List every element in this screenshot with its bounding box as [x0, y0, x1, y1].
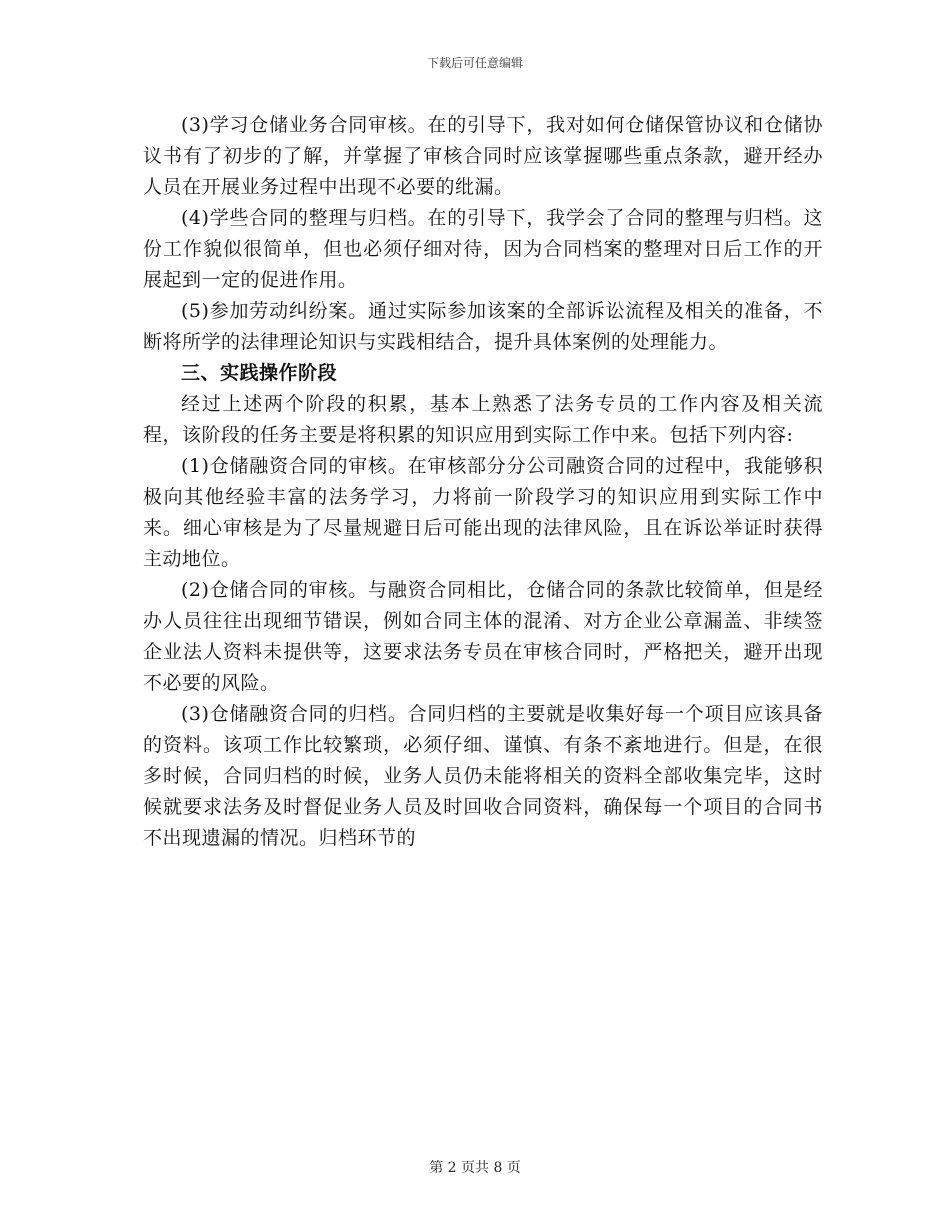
- paragraph-financing-contract-review: (1)仓储融资合同的审核。在审核部分分公司融资合同的过程中，我能够积极向其他经验丰富的法务学习，力将前一阶段学习的知识应用到实际工作中来。细心审核是为了尽量规避日后可能出现的法律风险，且在诉讼举证时获得主动地位。: [143, 455, 823, 570]
- paragraph-storage-contract-review: (2)仓储合同的审核。与融资合同相比，仓储合同的条款比较简单，但是经办人员往往出现细节错误，例如合同主体的混淆、对方企业公章漏盖、非续签企业法人资料未提供等，这要求法务专员在审核合同时，严格把关，避开出现不必要的风险。: [143, 579, 823, 694]
- paragraph-labor-dispute: (5)参加劳动纠纷案。通过实际参加该案的全部诉讼流程及相关的准备，不断将所学的法律理论知识与实践相结合，提升具体案例的处理能力。: [143, 300, 823, 353]
- section-heading-practice-stage: 三、实践操作阶段: [181, 362, 338, 384]
- paragraph-financing-contract-archiving: (3)仓储融资合同的归档。合同归档的主要就是收集好每一个项目应该具备的资料。该项工作比较繁琐，必须仔细、谨慎、有条不紊地进行。但是，在很多时候，合同归档的时候，业务人员仍未能将相关的资料全部收集完毕，这时候就要求法务及时督促业务人员及时回收合同资料，确保每一个项目的合同书不出现遗漏的情况。归档环节的: [143, 703, 823, 849]
- page-header: 下载后可任意编辑: [426, 56, 523, 70]
- page-number: 第 2 页共 8 页: [429, 1160, 521, 1176]
- paragraph-practice-intro: 经过上述两个阶段的积累，基本上熟悉了法务专员的工作内容及相关流程，该阶段的任务主要是将积累的知识应用到实际工作中来。包括下列内容:: [143, 393, 823, 446]
- document-body: [143, 110, 823, 854]
- paragraph-contract-archiving-learning: (4)学些合同的整理与归档。在的引导下，我学会了合同的整理与归档。这份工作貌似很简单，但也必须仔细对待，因为合同档案的整理对日后工作的开展起到一定的促进作用。: [143, 207, 823, 291]
- paragraph-contract-review-storage: (3)学习仓储业务合同审核。在的引导下，我对如何仓储保管协议和仓储协议书有了初步的了解，并掌握了审核合同时应该掌握哪些重点条款，避开经办人员在开展业务过程中出现不必要的纰漏。: [143, 114, 823, 198]
